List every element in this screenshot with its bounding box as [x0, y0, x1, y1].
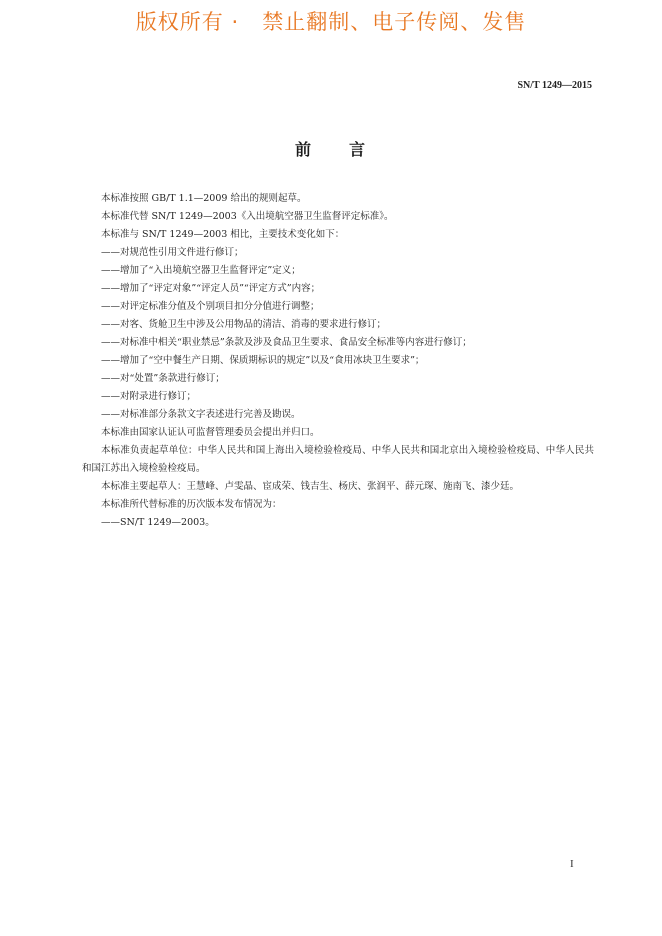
change-item: ——对标准中相关“职业禁忌”条款及涉及食品卫生要求、食品安全标准等内容进行修订； — [101, 337, 472, 348]
standard-code: SN/T 1249—2015 — [517, 80, 592, 91]
paragraph-changes-intro: 本标准与 SN/T 1249—2003 相比，主要技术变化如下： — [101, 229, 345, 240]
change-item: ——对附录进行修订； — [101, 391, 197, 402]
paragraph-drafting-rules: 本标准按照 GB/T 1.1—2009 给出的规则起草。 — [101, 193, 307, 204]
change-item: ——对规范性引用文件进行修订； — [101, 247, 244, 258]
change-item: ——对标准部分条款文字表述进行完善及勘误。 — [101, 409, 301, 420]
paragraph-history-intro: 本标准所代替标准的历次版本发布情况为： — [101, 499, 282, 510]
change-item: ——对客、货舱卫生中涉及公用物品的清洁、消毒的要求进行修订； — [101, 319, 387, 330]
change-item: ——对“处置”条款进行修订； — [101, 373, 225, 384]
page-number: I — [570, 858, 574, 870]
change-item: ——增加了“评定对象”“评定人员”“评定方式”内容； — [101, 283, 321, 294]
change-item: ——增加了“入出境航空器卫生监督评定”定义； — [101, 265, 301, 276]
history-item: ——SN/T 1249—2003。 — [101, 517, 215, 528]
paragraph-replaces: 本标准代替 SN/T 1249—2003《入出境航空器卫生监督评定标准》。 — [101, 211, 394, 222]
paragraph-proposer: 本标准由国家认证认可监督管理委员会提出并归口。 — [101, 427, 320, 438]
paragraph-drafting-units: 本标准负责起草单位：中华人民共和国上海出入境检验检疫局、中华人民共和国北京出入境检验检疫局、中华人民共和国江苏出入境检验检疫局。 — [82, 445, 594, 474]
change-item: ——对评定标准分值及个别项目扣分分值进行调整； — [101, 301, 320, 312]
change-item: ——增加了“空中餐生产日期、保质期标识的规定”以及“食用冰块卫生要求”； — [101, 355, 425, 366]
copyright-watermark: 版权所有 · 禁止翻制、电子传阅、发售 — [135, 10, 527, 34]
paragraph-drafters: 本标准主要起草人：王慧峰、卢雯晶、宦成荣、钱吉生、杨庆、张润平、薛元琛、施南飞、漆少廷。 — [101, 481, 520, 492]
foreword-body — [82, 190, 594, 532]
section-title: 前 言 — [294, 140, 367, 159]
